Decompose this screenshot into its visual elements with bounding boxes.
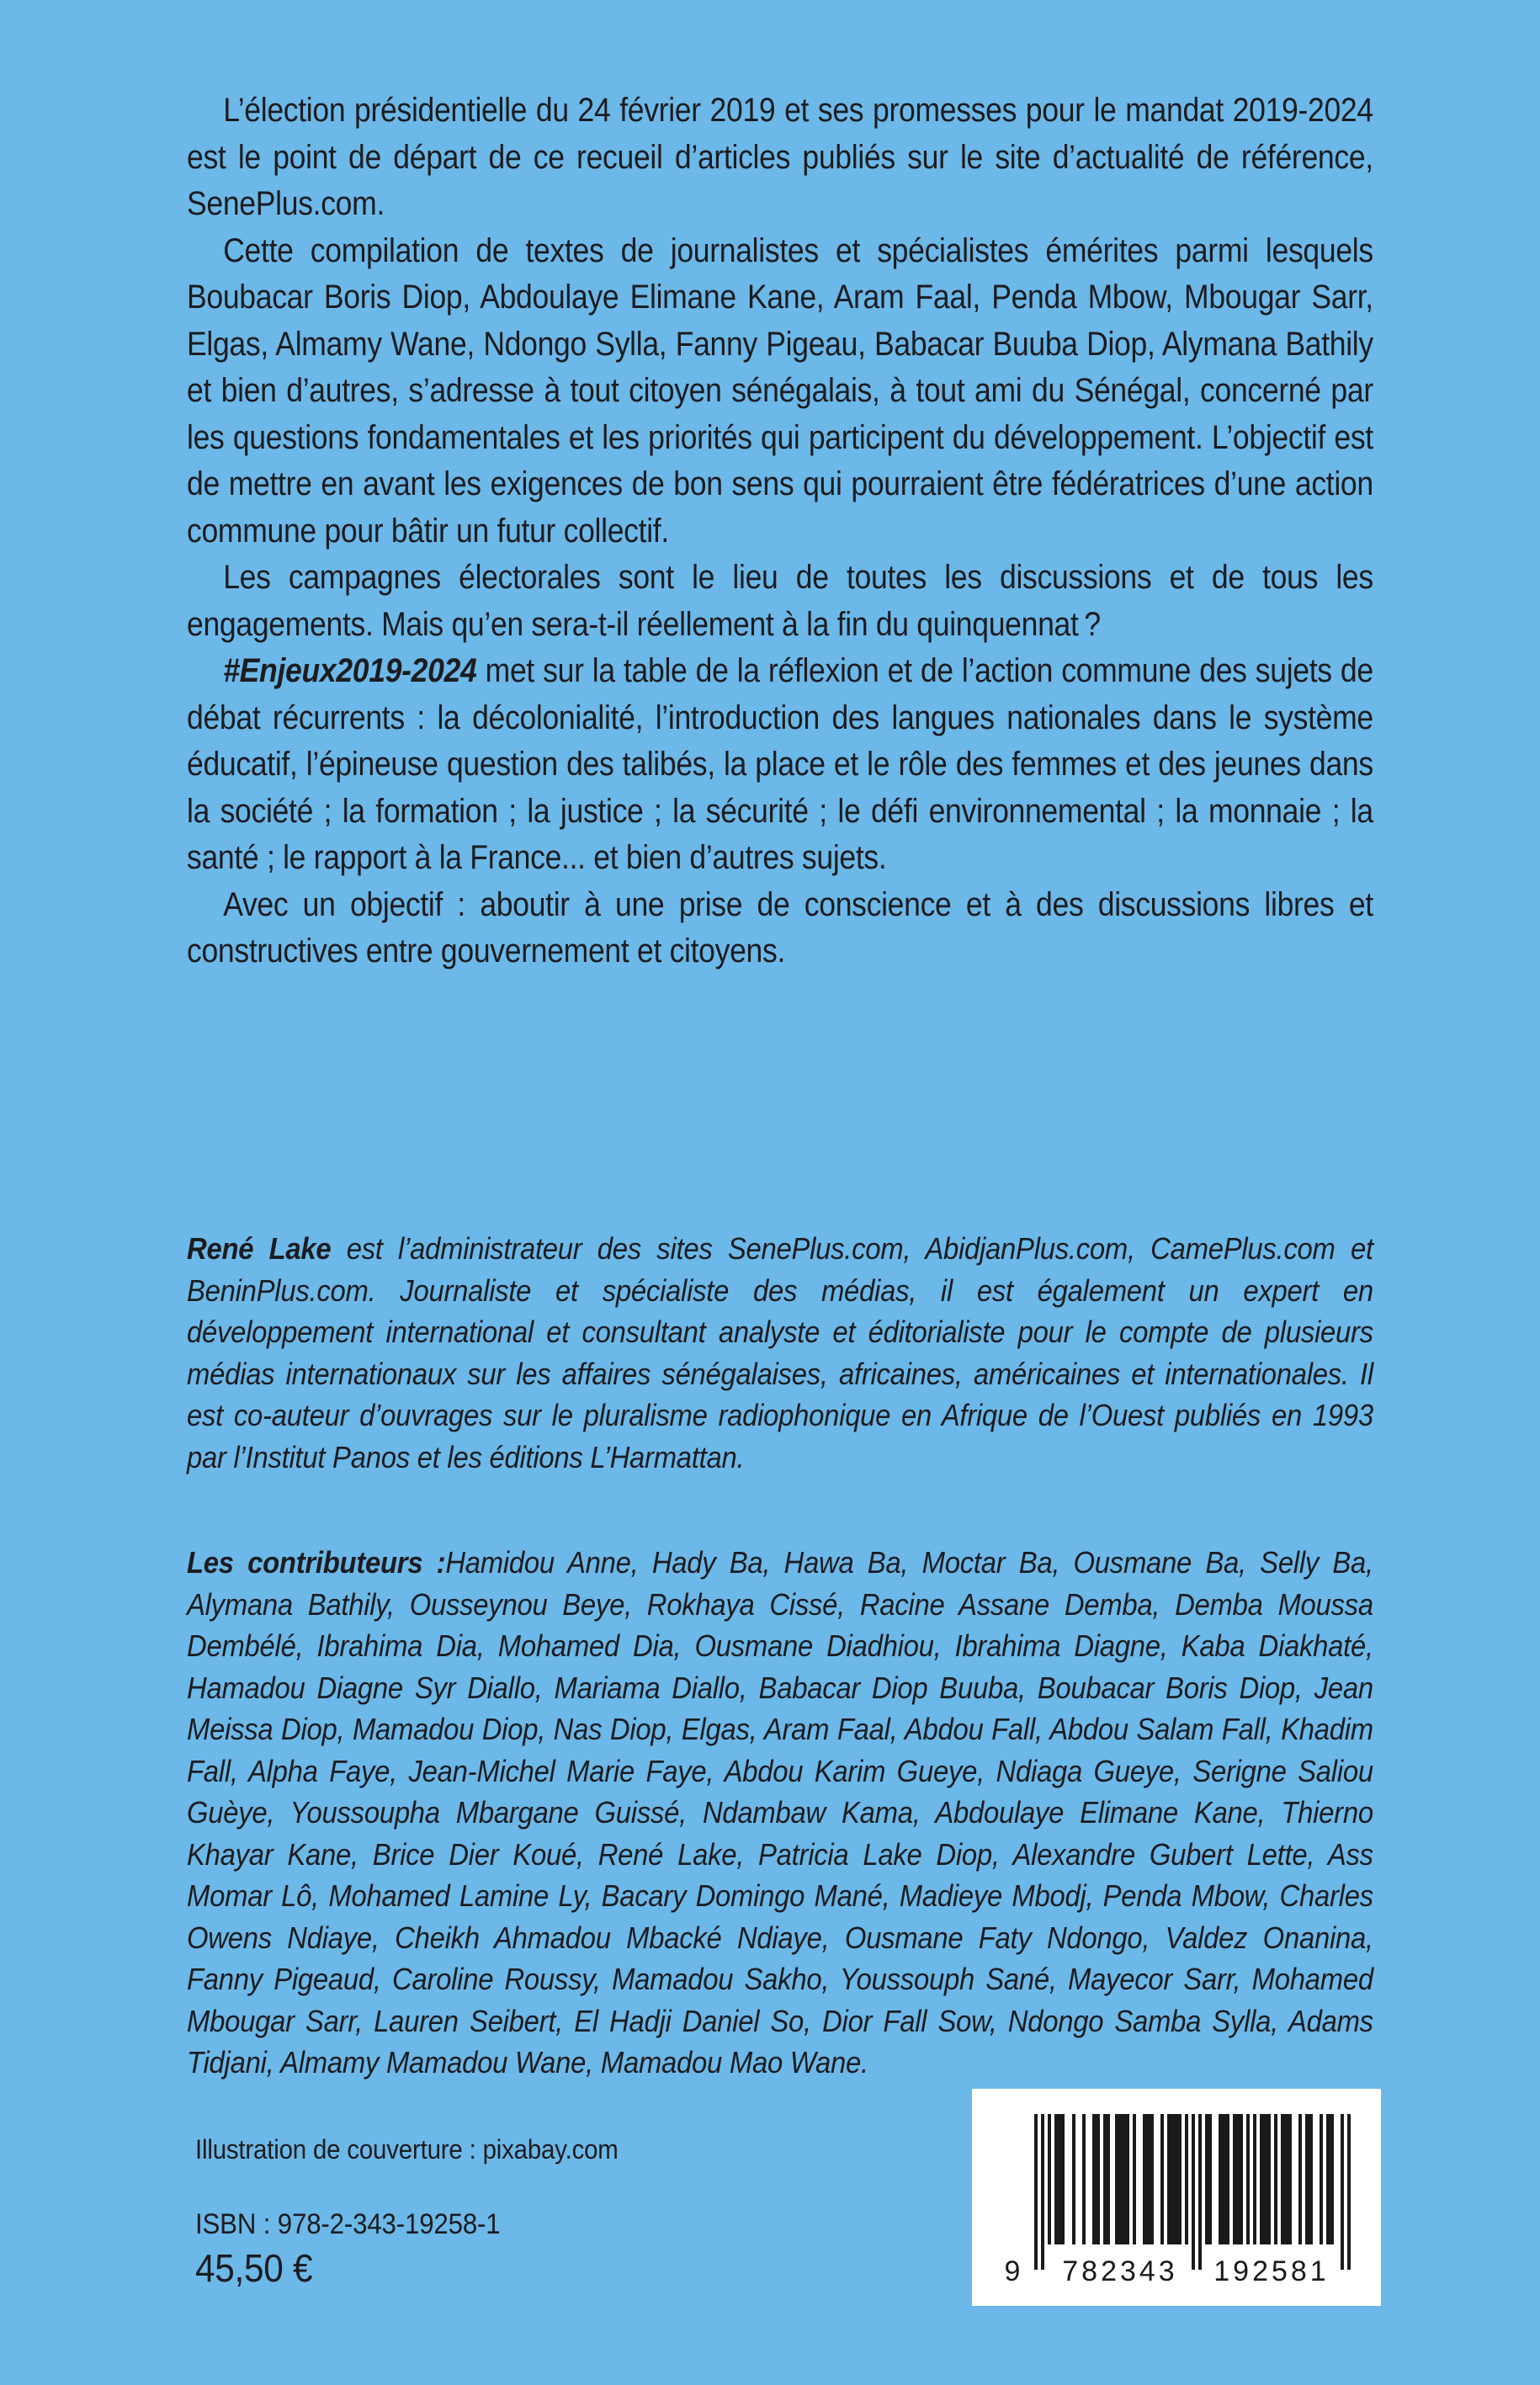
hashtag-paragraph-text: met sur la table de la réflexion et de l’action commune des sujets de débat récurrents : la décolonialité, l’introduction des langues nationales dans le système éducatif, l’épineuse question des talibés, la place et le rôle des femmes et des jeunes dans la société ; la formation ; la justice ; la sécurité ; le défi environnemental ; la monnaie ; la santé ; le rapport à la France... et bien d’autres sujets. bbox=[187, 652, 1373, 876]
blurb-paragraph-1: L’élection présidentielle du 24 février 2019 et ses promesses pour le mandat 2019-2024 est le point de départ de ce recueil d’articles publiés sur le site d’actualité de référence, SenePlus.com. bbox=[187, 92, 1373, 222]
blurb-paragraph-closing: Avec un objectif : aboutir à une prise de conscience et à des discussions libres et constructives entre gouvernement et citoyens. bbox=[187, 885, 1373, 969]
hashtag-label: #Enjeux2019-2024 bbox=[223, 652, 477, 689]
blurb-paragraph-3: Les campagnes électorales sont le lieu de toutes les discussions et de tous les engagements. Mais qu’en sera-t-il réellement à la fin du quinquennat ? bbox=[187, 559, 1373, 643]
footer-block bbox=[195, 2133, 868, 2290]
author-bio-text: est l’administrateur des sites SenePlus.com, AbidjanPlus.com, CamePlus.com et BeninPlus.com. Journaliste et spécialiste des médias, il est également un expert en développement international et consultant analyste et éditorialiste pour le compte de plusieurs médias internationaux sur les affaires sénégalaises, africaines, américaines et internationales. Il est co-auteur d’ouvrages sur le pluralisme radiophonique en Afrique de l’Ouest publiés en 1993 par l’Institut Panos et les éditions L’Harmattan. bbox=[187, 1231, 1373, 1474]
cover-credit: Illustration de couverture : pixabay.com bbox=[195, 2134, 619, 2165]
author-bio-paragraph bbox=[187, 1228, 1373, 1478]
author-name: René Lake bbox=[187, 1231, 332, 1266]
barcode-digit-lead: 9 bbox=[1004, 2255, 1021, 2287]
blurb-block bbox=[187, 88, 1373, 975]
isbn-text: ISBN : 978-2-343-19258-1 bbox=[195, 2208, 501, 2240]
contributors-block bbox=[187, 1542, 1373, 2084]
isbn-barcode bbox=[972, 2089, 1381, 2306]
contributors-paragraph bbox=[187, 1542, 1373, 2084]
price-text: 45,50 € bbox=[195, 2246, 313, 2290]
author-bio-block bbox=[187, 1228, 1373, 1478]
blurb-paragraph-2: Cette compilation de textes de journalistes et spécialistes émérites parmi lesquels Boubacar Boris Diop, Abdoulaye Elimane Kane, Aram Faal, Penda Mbow, Mbougar Sarr, Elgas, Almamy Wane, Ndongo Sylla, Fanny Pigeau, Babacar Buuba Diop, Alymana Bathily et bien d’autres, s’adresse à tout citoyen sénégalais, à tout ami du Sénégal, concerné par les questions fondamentales et les priorités qui participent du développement. L’objectif est de mettre en avant les exigences de bon sens qui pourraient être fédératrices d’une action commune pour bâtir un futur collectif. bbox=[187, 231, 1373, 550]
blurb-paragraph-hashtag bbox=[187, 648, 1373, 882]
barcode-svg bbox=[972, 2089, 1381, 2306]
contributors-label: Les contributeurs : bbox=[187, 1545, 446, 1580]
contributors-names: Hamidou Anne, Hady Ba, Hawa Ba, Moctar Ba, Ousmane Ba, Selly Ba, Alymana Bathily, Ousseynou Beye, Rokhaya Cissé, Racine Assane Demba, Demba Moussa Dembélé, Ibrahima Dia, Mohamed Dia, Ousmane Diadhiou, Ibrahima Diagne, Kaba Diakhaté, Hamadou Diagne Syr Diallo, Mariama Diallo, Babacar Diop Buuba, Boubacar Boris Diop, Jean Meissa Diop, Mamadou Diop, Nas Diop, Elgas, Aram Faal, Abdou Fall, Abdou Salam Fall, Khadim Fall, Alpha Faye, Jean-Michel Marie Faye, Abdou Karim Gueye, Ndiaga Gueye, Serigne Saliou Guèye, Youssoupha Mbargane Guissé, Ndambaw Kama, Abdoulaye Elimane Kane, Thierno Khayar Kane, Brice Dier Koué, René Lake, Patricia Lake Diop, Alexandre Gubert Lette, Ass Momar Lô, Mohamed Lamine Ly, Bacary Domingo Mané, Madieye Mbodj, Penda Mbow, Charles Owens Ndiaye, Cheikh Ahmadou Mbacké Ndiaye, Ousmane Faty Ndongo, Valdez Onanina, Fanny Pigeaud, Caroline Roussy, Mamadou Sakho, Youssouph Sané, Mayecor Sarr, Mohamed Mbougar Sarr, Lauren Seibert, El Hadji Daniel So, Dior Fall Sow, Ndongo Samba Sylla, Adams Tidjani, Almamy Mamadou Wane, Mamadou Mao Wane. bbox=[187, 1545, 1373, 2080]
barcode-digit-group-1: 782343 bbox=[1062, 2255, 1178, 2287]
barcode-digit-group-2: 192581 bbox=[1213, 2255, 1330, 2287]
